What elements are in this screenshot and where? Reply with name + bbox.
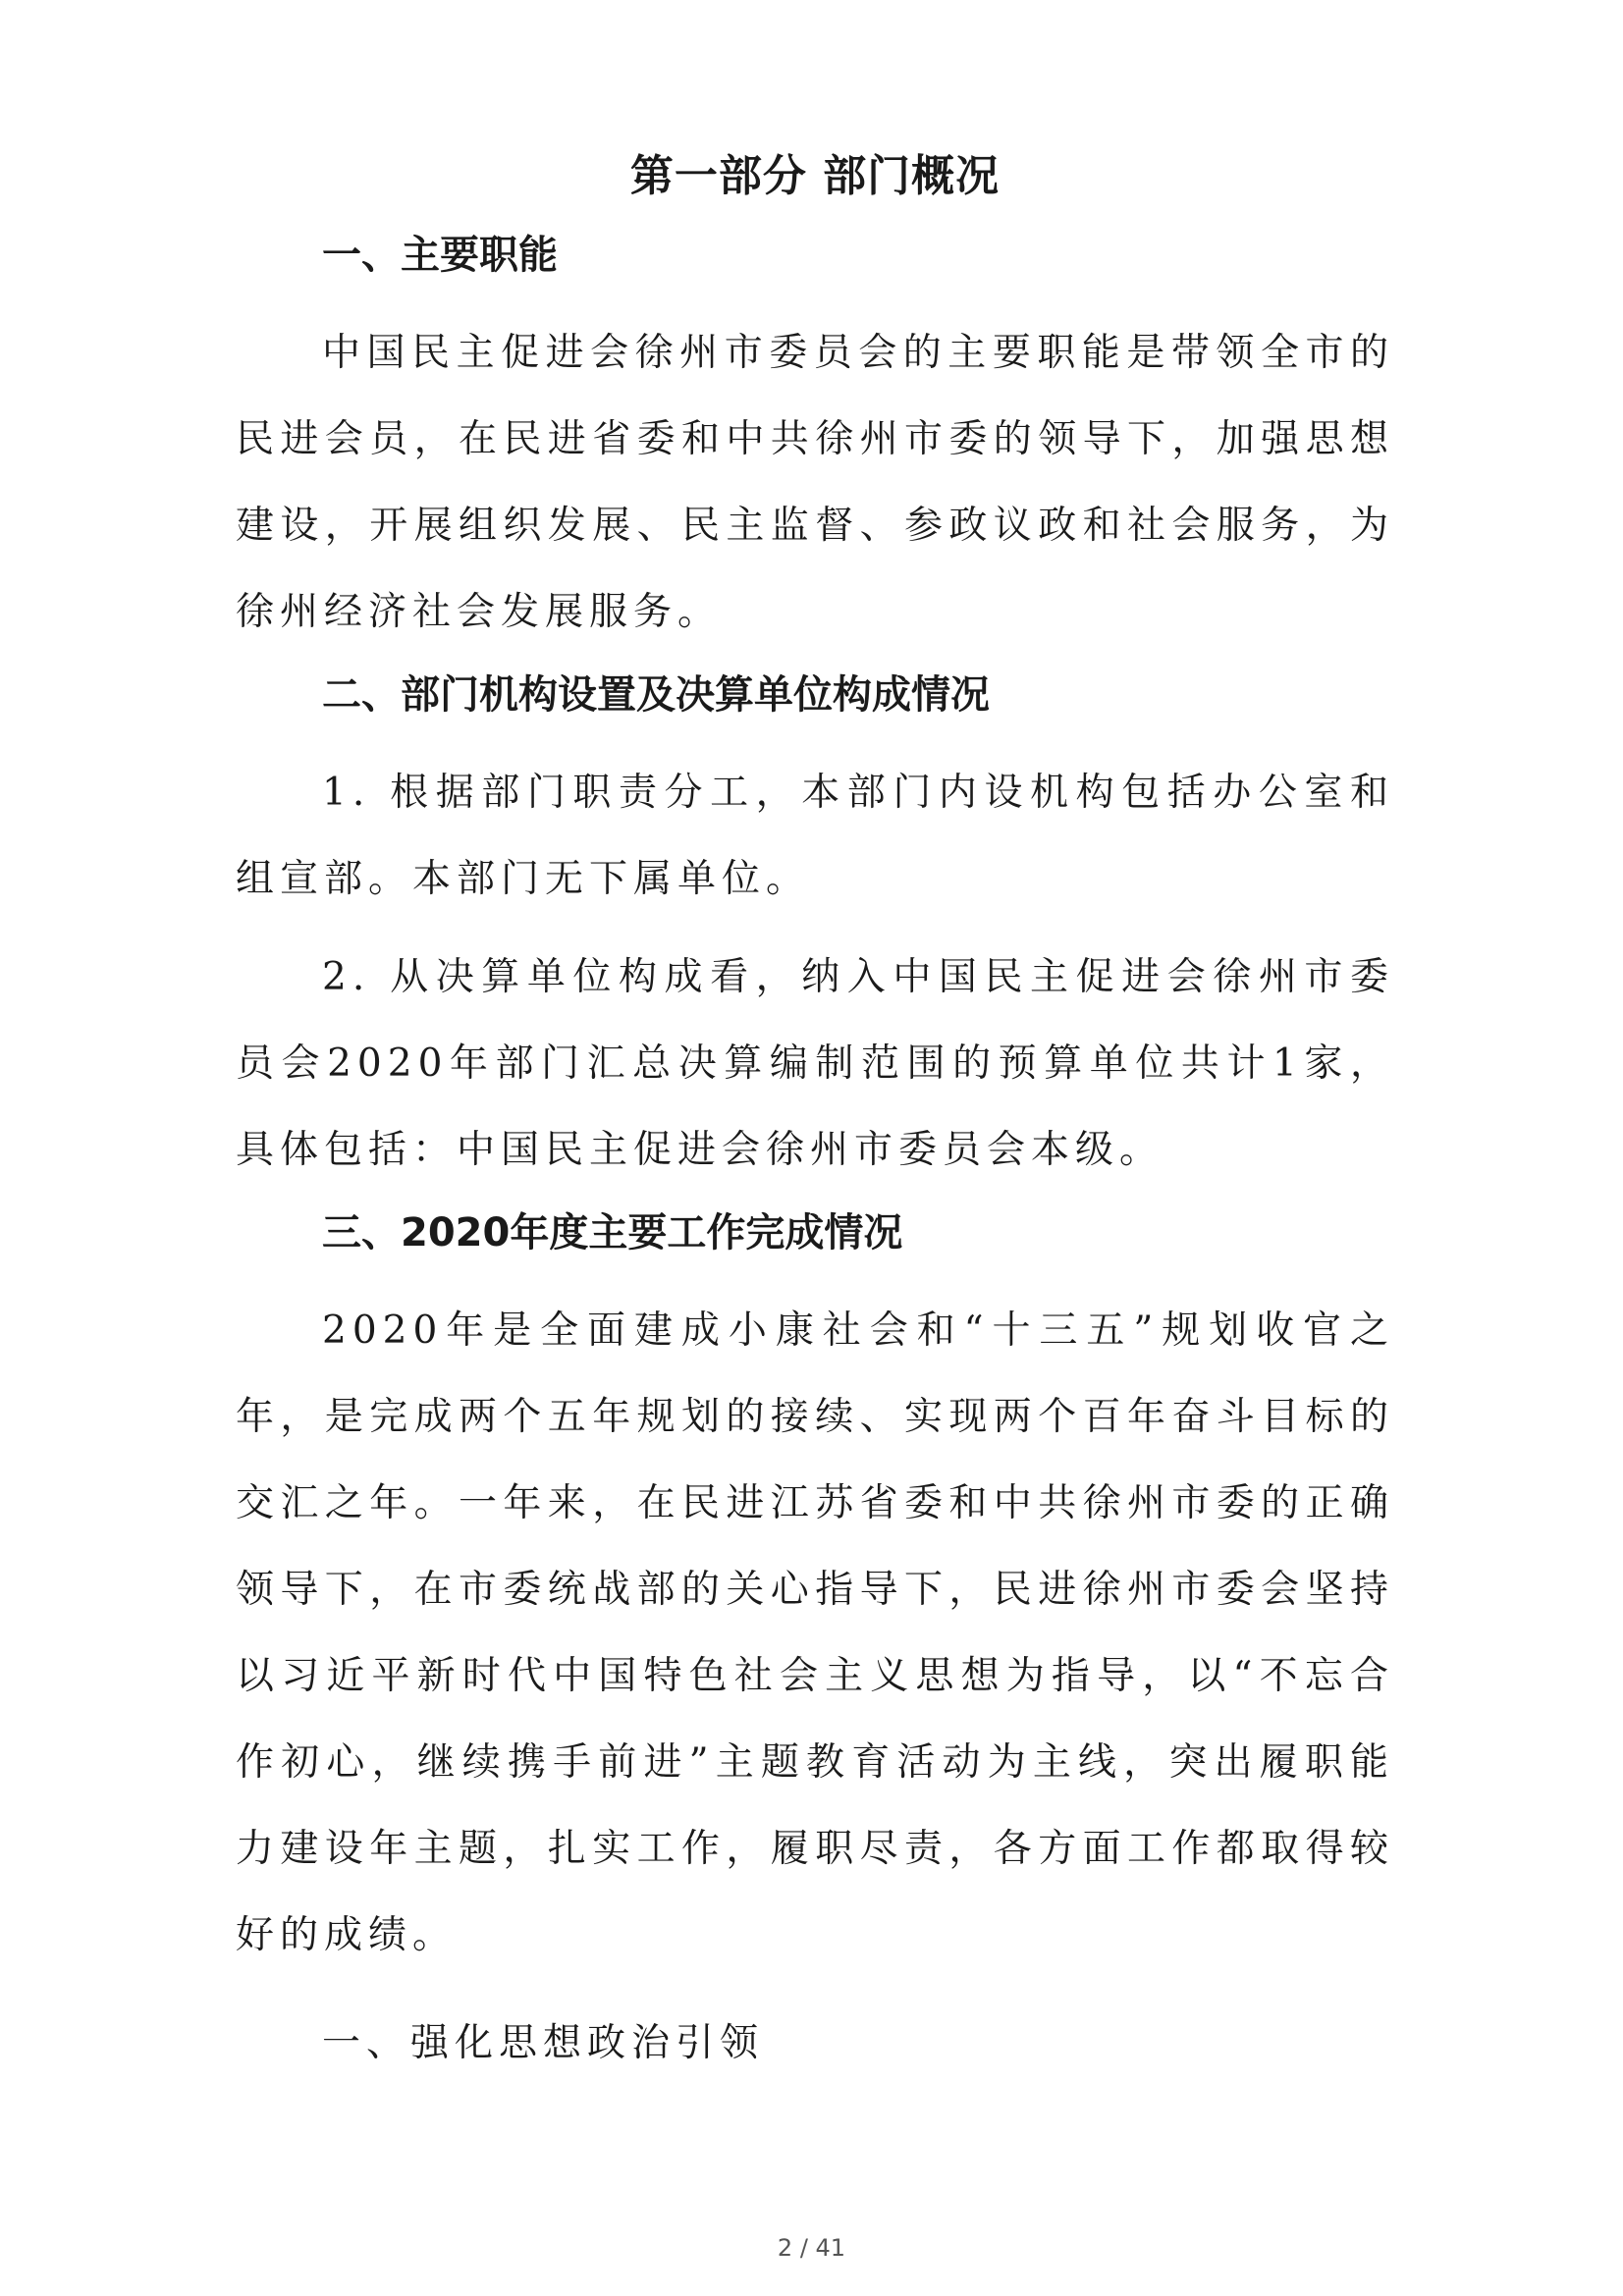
page-title: 第一部分 部门概况 — [629, 151, 1001, 201]
section-heading-main-functions: 一、主要职能 — [322, 233, 558, 278]
subheading-ideological-guidance: 一、强化思想政治引领 — [322, 2021, 765, 2065]
section-heading-annual-work: 三、2020年度主要工作完成情况 — [322, 1210, 903, 1255]
paragraph-budget-units: 2. 从决算单位构成看，纳入中国民主促进会徐州市委员会2020年部门汇总决算编制范围的预算单位共计1家，具体包括：中国民主促进会徐州市委员会本级。 — [236, 955, 1394, 1172]
paragraph-annual-work: 2020年是全面建成小康社会和“十三五”规划收官之年，是完成两个五年规划的接续、实现两个百年奋斗目标的交汇之年。一年来，在民进江苏省委和中共徐州市委的正确领导下，在市委统战部的关心指导下，民进徐州市委会坚持以习近平新时代中国特色社会主义思想为指导，以“不忘合作初心，继续携手前进”主题教育活动为主线，突出履职能力建设年主题，扎实工作，履职尽责，各方面工作都取得较好的成绩。 — [236, 1308, 1394, 1957]
paragraph-internal-structure: 1. 根据部门职责分工，本部门内设机构包括办公室和组宣部。本部门无下属单位。 — [236, 771, 1394, 901]
page-indicator: 2 / 41 — [777, 2234, 846, 2262]
section-heading-organization: 二、部门机构设置及决算单位构成情况 — [322, 672, 990, 718]
paragraph-main-functions: 中国民主促进会徐州市委员会的主要职能是带领全市的民进会员，在民进省委和中共徐州市委的领导下，加强思想建设，开展组织发展、民主监督、参政议政和社会服务，为徐州经济社会发展服务。 — [236, 331, 1394, 634]
page-content — [236, 147, 1394, 2087]
